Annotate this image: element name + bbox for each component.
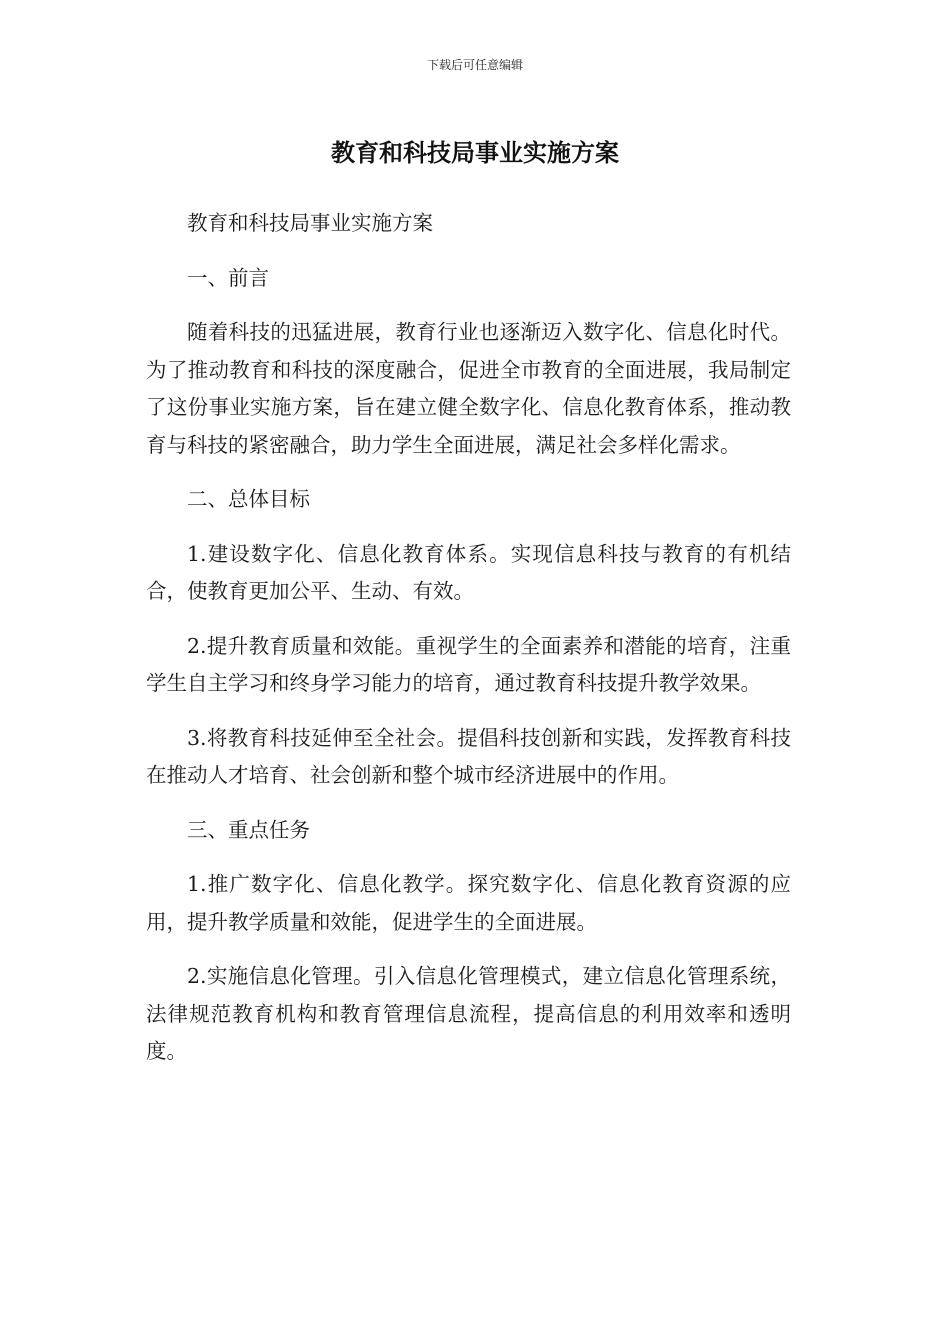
section-heading-goals: 二、总体目标 bbox=[187, 487, 310, 511]
task-item-2: 2.实施信息化管理。引入信息化管理模式，建立信息化管理系统，法律规范教育机构和教育管理信息流程，提高信息的利用效率和透明度。 bbox=[146, 964, 791, 1063]
section-heading-tasks: 三、重点任务 bbox=[187, 817, 310, 842]
document-title: 教育和科技局事业实施方案 bbox=[331, 139, 619, 167]
document-body bbox=[146, 205, 791, 1088]
task-item-1: 1.推广数字化、信息化教学。探究数字化、信息化教育资源的应用，提升教学质量和效能，促进学生的全面进展。 bbox=[146, 872, 791, 934]
goal-item-3: 3.将教育科技延伸至全社会。提倡科技创新和实践，发挥教育科技在推动人才培育、社会创新和整个城市经济进展中的作用。 bbox=[146, 725, 791, 787]
preface-paragraph: 随着科技的迅猛进展，教育行业也逐渐迈入数字化、信息化时代。为了推动教育和科技的深度融合，促进全市教育的全面进展，我局制定了这份事业实施方案，旨在建立健全数字化、信息化教育体系，推动教育与科技的紧密融合，助力学生全面进展，满足社会多样化需求。 bbox=[146, 320, 791, 457]
section-heading-preface: 一、前言 bbox=[187, 265, 269, 290]
goal-item-1: 1.建设数字化、信息化教育体系。实现信息科技与教育的有机结合，使教育更加公平、生动、有效。 bbox=[146, 541, 791, 603]
header-note: 下载后可任意编辑 bbox=[426, 58, 523, 72]
body-subtitle: 教育和科技局事业实施方案 bbox=[187, 211, 433, 235]
goal-item-2: 2.提升教育质量和效能。重视学生的全面素养和潜能的培育，注重学生自主学习和终身学习能力的培育，通过教育科技提升教学效果。 bbox=[146, 633, 791, 695]
